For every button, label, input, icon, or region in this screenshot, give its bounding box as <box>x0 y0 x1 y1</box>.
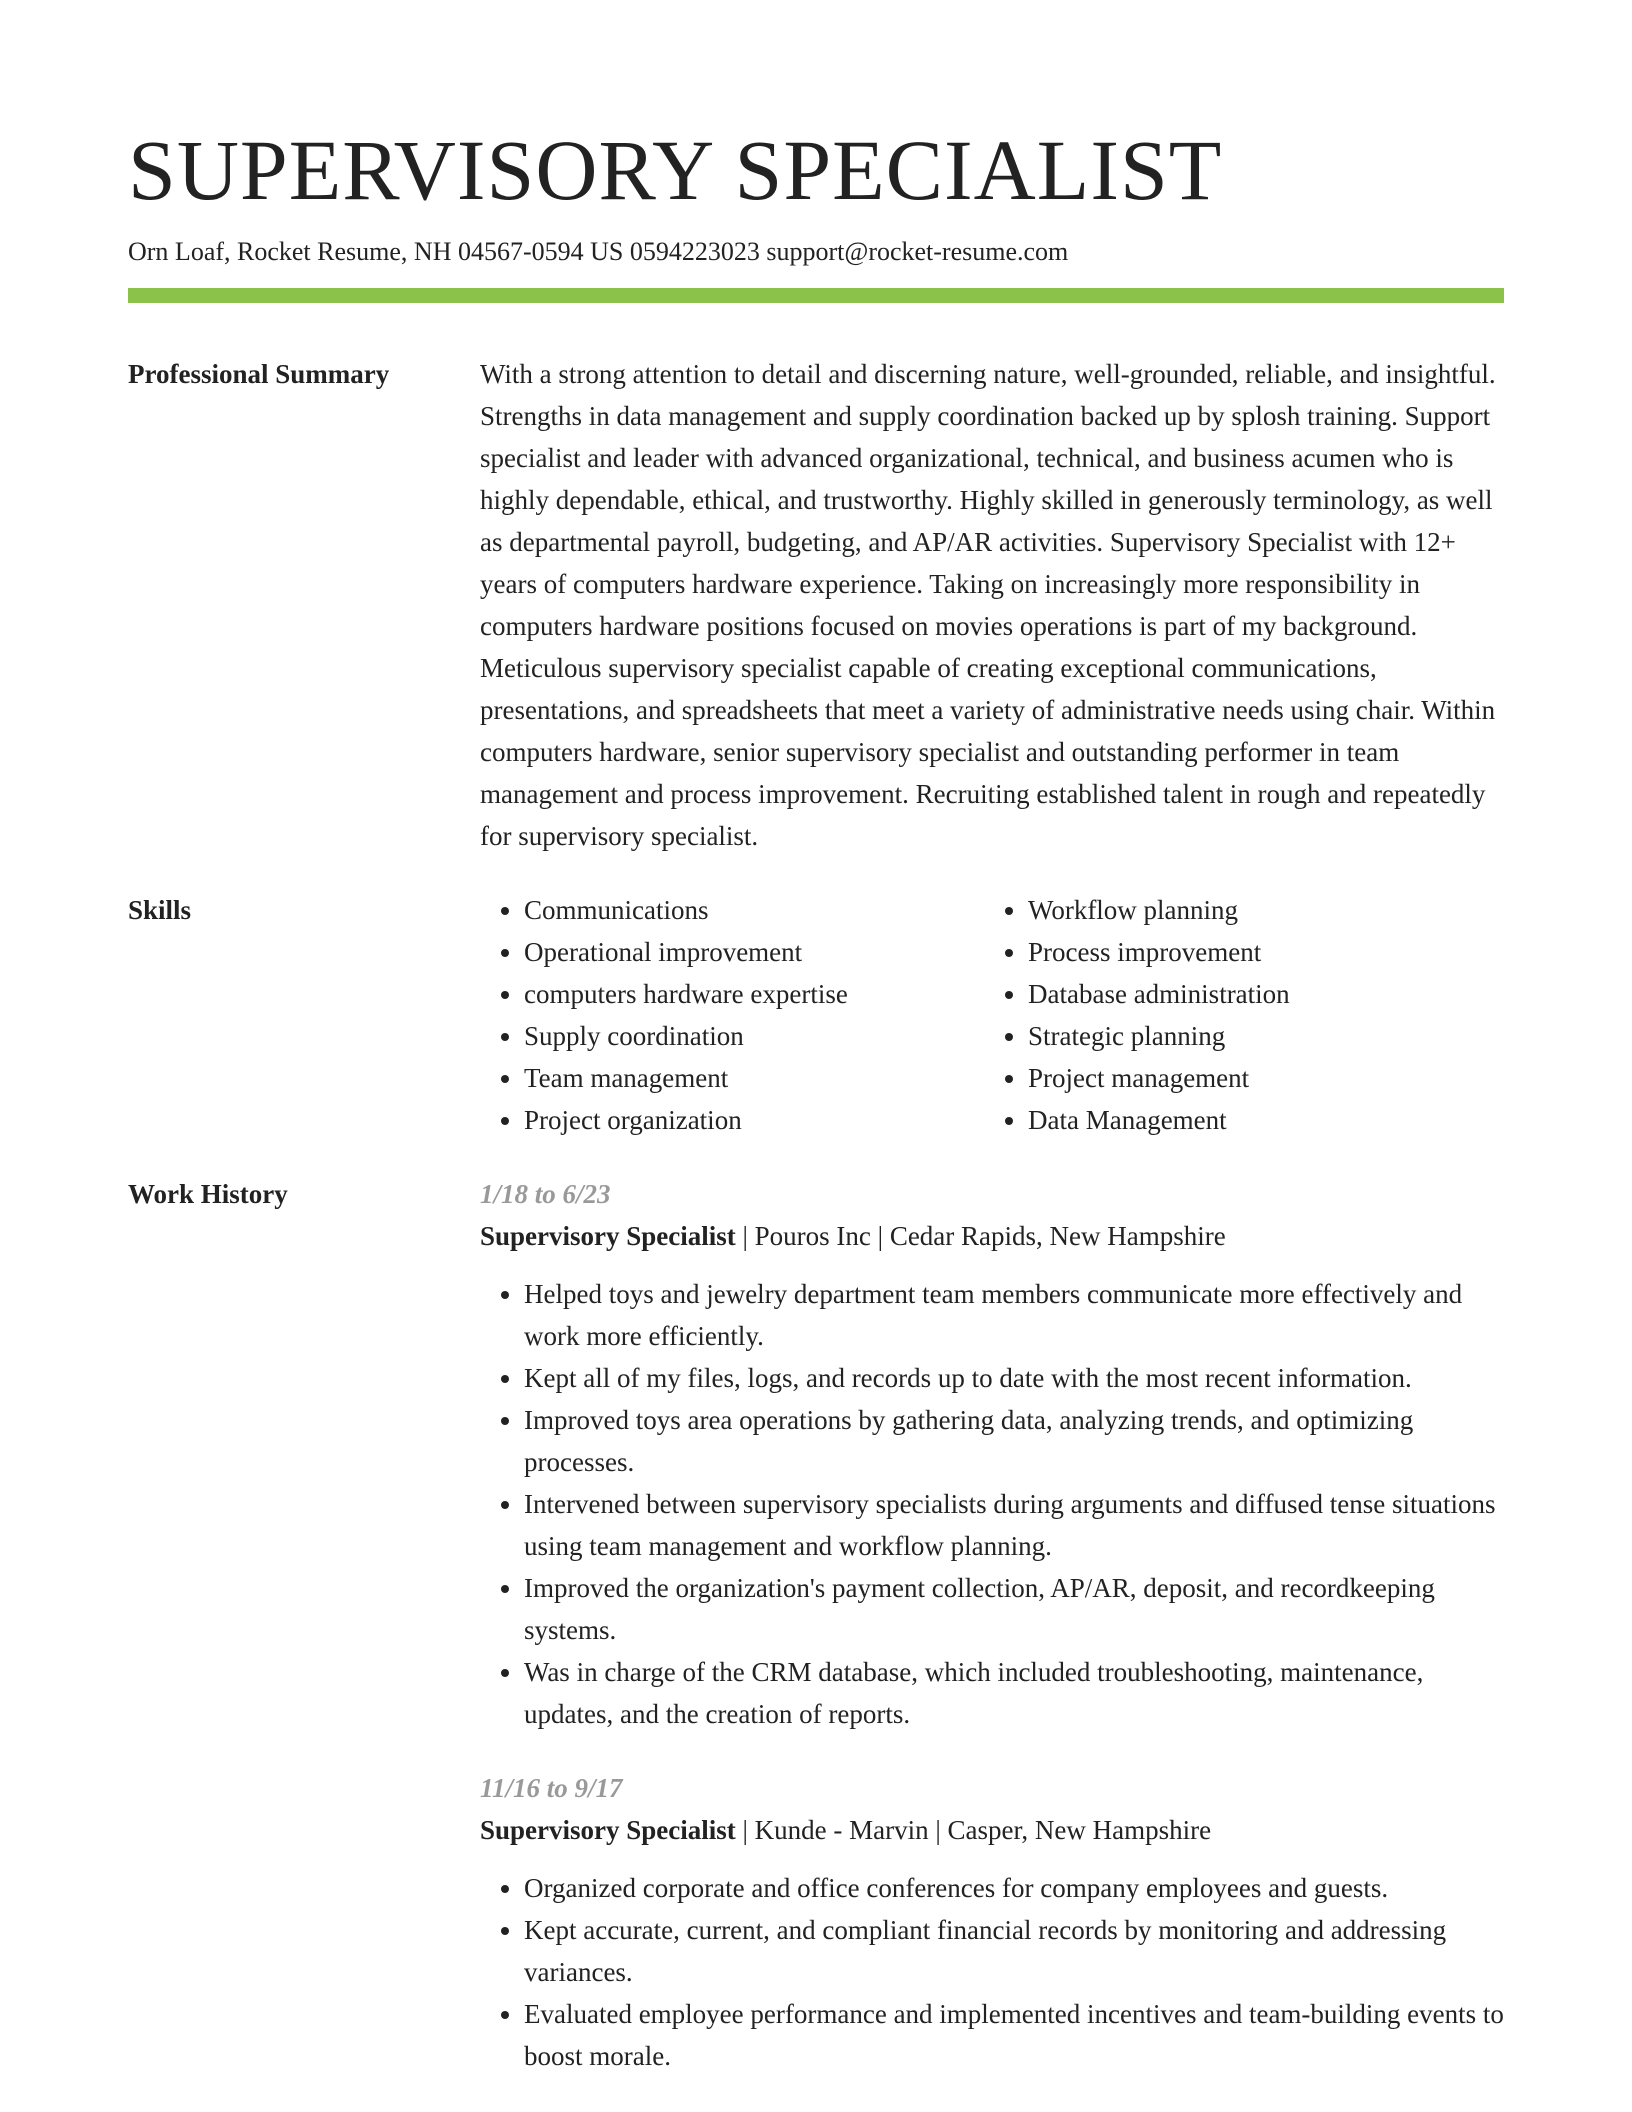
summary-body <box>480 353 1504 857</box>
job-employer-location: | Kunde - Marvin | Casper, New Hampshire <box>735 1815 1212 1845</box>
work-history-body <box>480 1173 1504 2077</box>
job-bullet: • Kept accurate, current, and compliant financial records by monitoring and addressing variances. <box>524 1909 1504 1993</box>
section-label-skills: Skills <box>128 895 192 925</box>
section-label-work-history: Work History <box>128 1179 288 1209</box>
job-bullet: • Evaluated employee performance and implemented incentives and team-building events to boost morale. <box>524 1993 1504 2077</box>
skill-item: • Operational improvement <box>524 931 984 973</box>
skills-list-left <box>480 889 984 1141</box>
job-title: Supervisory Specialist <box>480 1221 736 1251</box>
professional-summary-section <box>128 353 1504 857</box>
job-bullet: • Improved the organization's payment collection, AP/AR, deposit, and recordkeeping systems. <box>524 1567 1504 1651</box>
job-dates: 11/16 to 9/17 <box>480 1773 623 1803</box>
skills-columns <box>480 889 1504 1141</box>
skill-item: • Database administration <box>1028 973 1488 1015</box>
job-entry <box>480 1173 1504 1735</box>
work-history-section <box>128 1173 1504 2077</box>
job-employer-location: | Pouros Inc | Cedar Rapids, New Hampshire <box>735 1221 1226 1251</box>
job-bullet: • Intervened between supervisory specialists during arguments and diffused tense situations using team management and workflow planning. <box>524 1483 1504 1567</box>
job-title: Supervisory Specialist <box>480 1815 736 1845</box>
skill-item: • Data Management <box>1028 1099 1488 1141</box>
skill-item: • Communications <box>524 889 984 931</box>
skill-item: • Supply coordination <box>524 1015 984 1057</box>
skills-list-right <box>984 889 1488 1141</box>
section-label-summary: Professional Summary <box>128 359 390 389</box>
skills-body <box>480 889 1504 1141</box>
skill-item: • Project management <box>1028 1057 1488 1099</box>
job-bullet: • Helped toys and jewelry department team members communicate more effectively and work more efficiently. <box>524 1273 1504 1357</box>
job-bullet-list <box>480 1273 1504 1735</box>
skill-item: • Strategic planning <box>1028 1015 1488 1057</box>
accent-divider <box>128 288 1504 303</box>
job-bullet: • Organized corporate and office conferences for company employees and guests. <box>524 1867 1504 1909</box>
job-title-line <box>480 1215 1504 1257</box>
job-bullet-list <box>480 1867 1504 2077</box>
skill-item: • Project organization <box>524 1099 984 1141</box>
job-dates: 1/18 to 6/23 <box>480 1179 611 1209</box>
contact-info: Orn Loaf, Rocket Resume, NH 04567-0594 US 0594223023 support@rocket-resume.com <box>128 237 1069 266</box>
job-title-line <box>480 1809 1504 1851</box>
job-entry <box>480 1767 1504 2077</box>
skill-item: • computers hardware expertise <box>524 973 984 1015</box>
skill-item: • Process improvement <box>1028 931 1488 973</box>
job-bullet: • Kept all of my files, logs, and records up to date with the most recent information. <box>524 1357 1504 1399</box>
job-bullet: • Improved toys area operations by gathering data, analyzing trends, and optimizing processes. <box>524 1399 1504 1483</box>
skills-section <box>128 889 1504 1141</box>
job-bullet: • Was in charge of the CRM database, which included troubleshooting, maintenance, updates, and the creation of reports. <box>524 1651 1504 1735</box>
summary-text: With a strong attention to detail and discerning nature, well-grounded, reliable, and insightful. Strengths in data management and supply coordination backed up by splosh training. Support specialist and leader with advanced organizational, technical, and business acumen who is highly dependable, ethical, and trustworthy. Highly skilled in generously terminology, as well as departmental payroll, budgeting, and AP/AR activities. Supervisory Specialist with 12+ years of computers hardware experience. Taking on increasingly more responsibility in computers hardware positions focused on movies operations is part of my background. Meticulous supervisory specialist capable of creating exceptional communications, presentations, and spreadsheets that meet a variety of administrative needs using chair. Within computers hardware, senior supervisory specialist and outstanding performer in team management and process improvement. Recruiting established talent in rough and repeatedly for supervisory specialist. <box>480 359 1496 851</box>
skill-item: • Workflow planning <box>1028 889 1488 931</box>
resume-page <box>128 0 1504 2077</box>
resume-name: SUPERVISORY SPECIALIST <box>128 122 1223 218</box>
skill-item: • Team management <box>524 1057 984 1099</box>
